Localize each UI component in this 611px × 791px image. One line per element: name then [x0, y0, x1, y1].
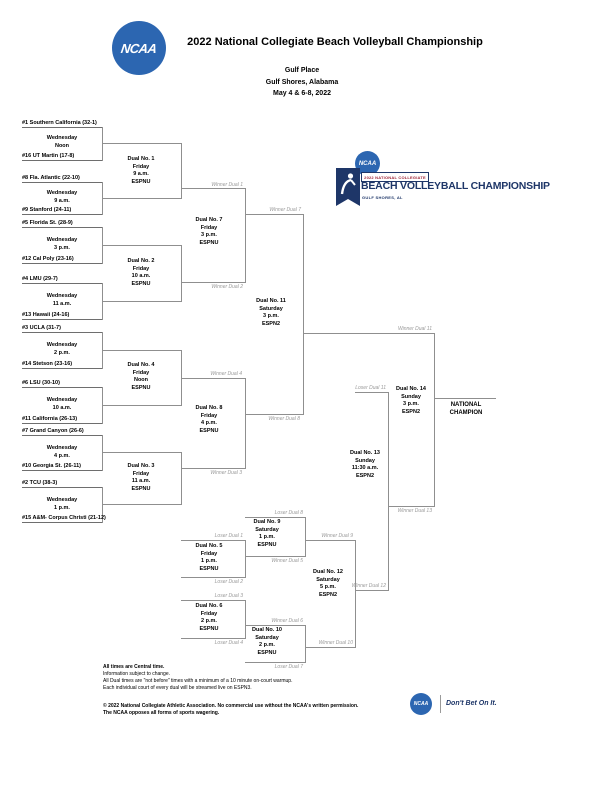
dual-info: Dual No. 14 Sunday 3 p.m. ESPN2: [396, 386, 426, 415]
dual-info: Dual No. 11 Saturday 3 p.m. ESPN2: [256, 298, 286, 327]
winner-line: [181, 378, 245, 379]
team-name: #14 Stetson (23-16): [22, 361, 73, 367]
team-name: #15 A&M- Corpus Christi (21-12): [22, 515, 106, 521]
dual-info: Dual No. 9 Saturday 1 p.m. ESPNU: [253, 519, 281, 548]
team-underline: [22, 368, 102, 369]
advance-label: Winner Dual 4: [210, 371, 242, 377]
dual-info: Dual No. 10 Saturday 2 p.m. ESPNU: [252, 627, 282, 656]
dual-info: Dual No. 5 Friday 1 p.m. ESPNU: [195, 543, 223, 572]
copyright-line: The NCAA opposes all forms of sports wagering.: [103, 710, 220, 716]
match-schedule: Wednesday 10 a.m.: [46, 397, 78, 411]
winner-line: [245, 414, 303, 415]
advance-label: Winner Dual 2: [211, 284, 243, 290]
note-line: All times are Central time.: [103, 664, 165, 670]
team-underline: [22, 470, 102, 471]
dual-info: Dual No. 13 Sunday 11:30 a.m. ESPN2: [350, 450, 380, 479]
advance-label: Winner Dual 1: [211, 182, 243, 188]
advance-label: Winner Dual 7: [269, 207, 301, 213]
team-name: #13 Hawaii (24-16): [22, 312, 70, 318]
champion-line: [434, 398, 496, 399]
team-name: #3 UCLA (31-7): [22, 325, 61, 331]
match-schedule: Wednesday 4 p.m.: [46, 445, 78, 459]
bracket-line: [102, 143, 181, 144]
team-name: #2 TCU (38-3): [22, 480, 58, 486]
advance-label: Winner Dual 6: [271, 618, 303, 624]
dual-info: Dual No. 4 Friday Noon ESPNU: [127, 362, 155, 391]
loser-line: [181, 540, 245, 541]
advance-label: Winner Dual 9: [321, 533, 353, 539]
bracket-line: [434, 333, 435, 507]
winner-line: [303, 333, 434, 334]
ncaa-logo-icon: [112, 21, 166, 75]
page-title: 2022 National Collegiate Beach Volleyball Championship: [187, 36, 483, 48]
loser-line: [245, 517, 305, 518]
venue-city: Gulf Shores, Alabama: [265, 78, 339, 86]
team-name: #6 LSU (30-10): [22, 380, 60, 386]
team-name: #16 UT Martin (17-8): [22, 153, 75, 159]
divider-line: [440, 695, 441, 713]
event-logo-sub-line: GULF SHORES, AL: [362, 195, 403, 200]
venue-block: [202, 65, 402, 100]
dual-info: Dual No. 2 Friday 10 a.m. ESPNU: [127, 258, 155, 287]
winner-line: [355, 590, 388, 591]
footer-notes: [103, 664, 292, 692]
match-schedule: Wednesday 1 p.m.: [46, 497, 78, 511]
team-underline: [22, 160, 102, 161]
bracket-line: [102, 350, 181, 351]
loser-line: [181, 577, 245, 578]
winner-line: [305, 647, 355, 648]
team-name: #12 Cal Poly (23-16): [22, 256, 74, 262]
team-underline: [22, 387, 102, 388]
team-underline: [22, 283, 102, 284]
advance-label: Winner Dual 10: [318, 640, 353, 646]
ncaa-logo-icon: NCAA: [410, 693, 432, 715]
bracket-line: [388, 392, 389, 591]
advance-label: Loser Dual 4: [214, 640, 243, 646]
dont-bet-on-it-text: Don't Bet On It.: [446, 700, 497, 707]
venue-name: Gulf Place: [284, 67, 320, 74]
winner-line: [181, 188, 245, 189]
team-underline: [22, 522, 102, 523]
bracket-line: [181, 143, 182, 199]
winner-line: [181, 468, 245, 469]
event-logo-top-line: 2022 NATIONAL COLLEGIATE: [361, 172, 429, 182]
team-underline: [22, 319, 102, 320]
advance-label: Loser Dual 2: [214, 579, 243, 585]
team-name: #4 LMU (29-7): [22, 276, 58, 282]
bracket-line: [102, 504, 181, 505]
event-logo: [336, 148, 564, 208]
team-name: #7 Grand Canyon (26-6): [22, 428, 84, 434]
dual-info: Dual No. 1 Friday 9 a.m. ESPNU: [127, 156, 155, 185]
bracket-line: [355, 540, 356, 648]
bracket-line: [102, 245, 181, 246]
advance-label: Loser Dual 1: [214, 533, 243, 539]
team-name: #8 Fla. Atlantic (22-10): [22, 175, 80, 181]
advance-label: Loser Dual 8: [274, 510, 303, 516]
team-underline: [22, 214, 102, 215]
team-name: #1 Southern California (32-1): [22, 120, 97, 126]
team-underline: [22, 182, 102, 183]
note-line: Each individual court of every dual will be streamed live on ESPN3.: [103, 685, 252, 691]
advance-label: Winner Dual 3: [210, 470, 242, 476]
dual-info: Dual No. 8 Friday 4 p.m. ESPNU: [195, 405, 223, 434]
bracket-line: [181, 452, 182, 505]
ncaa-logo-text: NCAA: [120, 40, 158, 56]
bracket-line: [102, 405, 181, 406]
advance-label: Winner Dual 8: [268, 416, 300, 422]
match-schedule: Wednesday 9 a.m.: [46, 190, 78, 204]
bracket-line: [181, 245, 182, 302]
copyright-line: © 2022 National Collegiate Athletic Association. No commercial use without the NCAA's written permission.: [103, 703, 359, 709]
dual-info: Dual No. 6 Friday 2 p.m. ESPNU: [195, 603, 223, 632]
match-schedule: Wednesday 3 p.m.: [46, 237, 78, 251]
advance-label: Loser Dual 11: [355, 385, 386, 391]
winner-line: [245, 625, 305, 626]
team-name: #5 Florida St. (28-9): [22, 220, 73, 226]
event-logo-main-line: BEACH VOLLEYBALL CHAMPIONSHIP: [361, 180, 550, 192]
advance-label: Winner Dual 11: [397, 326, 432, 332]
dont-bet-on-it-block: [408, 692, 528, 716]
event-dates: May 4 & 6-8, 2022: [273, 90, 331, 97]
winner-line: [181, 282, 245, 283]
loser-line: [245, 662, 305, 663]
dual-info: Dual No. 3 Friday 11 a.m. ESPNU: [127, 463, 155, 492]
note-line: Information subject to change.: [103, 671, 170, 677]
bracket-line: [102, 301, 181, 302]
dual-info: Dual No. 12 Saturday 5 p.m. ESPN2: [313, 569, 343, 598]
loser-line: [181, 600, 245, 601]
match-schedule: Wednesday 2 p.m.: [46, 342, 78, 356]
team-name: #11 California (26-13): [22, 416, 78, 422]
dual-info: Dual No. 7 Friday 3 p.m. ESPNU: [195, 217, 223, 246]
advance-label: Loser Dual 3: [214, 593, 243, 599]
advance-label: Winner Dual 5: [271, 558, 303, 564]
bracket-line: [303, 214, 304, 415]
advance-label: Winner Dual 12: [351, 583, 386, 589]
winner-line: [245, 556, 305, 557]
copyright: [103, 703, 358, 717]
advance-label: Loser Dual 7: [274, 664, 303, 670]
match-schedule: Wednesday 11 a.m.: [46, 293, 78, 307]
team-underline: [22, 227, 102, 228]
bracket-line: [245, 378, 246, 469]
national-champion-label: NATIONAL CHAMPION: [449, 402, 483, 416]
loser-line: [355, 392, 388, 393]
bracket-line: [102, 198, 181, 199]
team-underline: [22, 332, 102, 333]
note-line: All Dual times are "not before" times with a minimum of a 10 minute on-court warmup.: [103, 678, 293, 684]
team-name: #9 Stanford (24-11): [22, 207, 72, 213]
bracket-line: [245, 188, 246, 283]
loser-line: [181, 638, 245, 639]
winner-line: [388, 506, 434, 507]
team-underline: [22, 435, 102, 436]
winner-line: [245, 214, 303, 215]
team-underline: [22, 423, 102, 424]
bracket-line: [102, 452, 181, 453]
team-underline: [22, 263, 102, 264]
volleyball-player-pennant-icon: [336, 168, 360, 206]
advance-label: Winner Dual 13: [397, 508, 432, 514]
winner-line: [305, 540, 355, 541]
match-schedule: Wednesday Noon: [46, 135, 78, 149]
team-underline: [22, 487, 102, 488]
ncaa-logo-icon: NCAA: [355, 151, 380, 176]
team-underline: [22, 127, 102, 128]
team-name: #10 Georgia St. (26-11): [22, 463, 81, 469]
